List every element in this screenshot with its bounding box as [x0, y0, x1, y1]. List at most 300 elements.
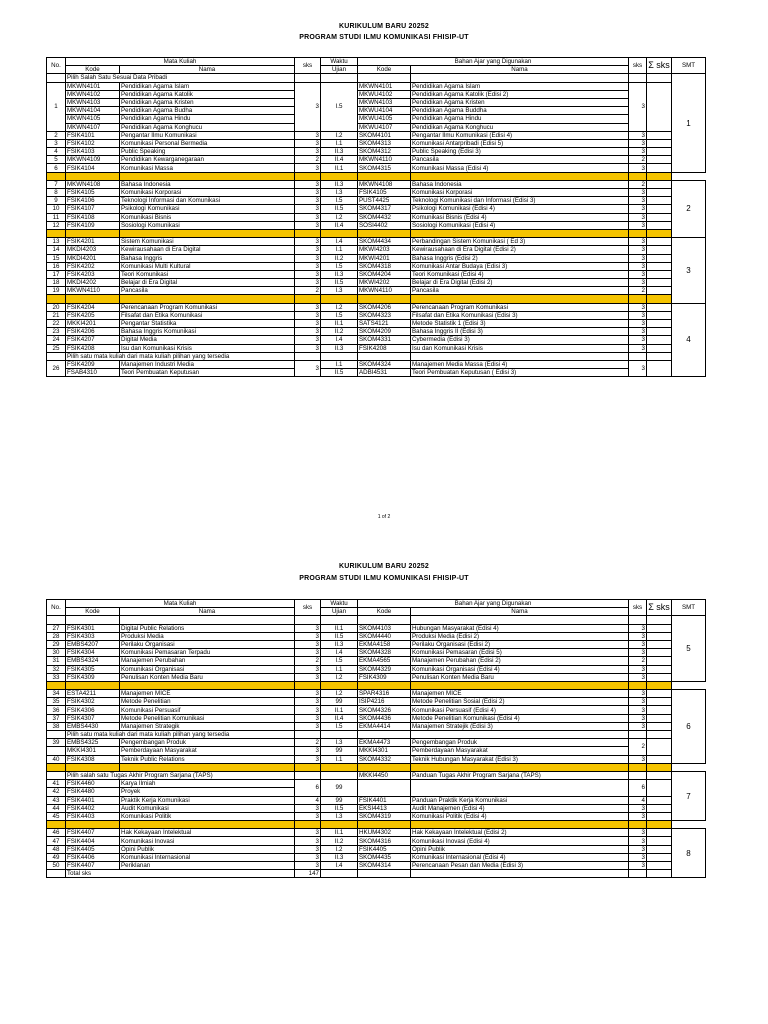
- row-no: 35: [47, 698, 66, 706]
- exam-time: I.1: [321, 360, 358, 368]
- exam-time: I.5: [321, 311, 358, 319]
- blank-cell: [295, 352, 321, 360]
- table-row: [47, 853, 706, 861]
- blank-cell: [647, 731, 672, 739]
- material-code: SKOM4315: [358, 164, 411, 172]
- material-code: SKOM4206: [358, 303, 411, 311]
- col-bahan-ajar: Bahan Ajar yang Digunakan: [358, 58, 629, 66]
- material-sks: 3: [629, 722, 647, 730]
- separator-cell: [295, 295, 321, 303]
- page-number: 1 of 2: [377, 514, 391, 520]
- course-sks: 3: [295, 164, 321, 172]
- course-name: Public Speaking: [120, 148, 295, 156]
- semester-separator: [47, 763, 706, 771]
- material-sks: 3: [629, 221, 647, 229]
- table-row: [47, 180, 706, 188]
- course-code: ESTA4211: [66, 690, 120, 698]
- material-code: SKOM4332: [358, 755, 411, 763]
- row-no: [47, 731, 66, 739]
- material-name: Perilaku Organisasi (Edisi 2): [411, 640, 629, 648]
- exam-time: 99: [321, 747, 358, 755]
- table-row: [47, 287, 706, 295]
- course-sks: 3: [295, 279, 321, 287]
- exam-time: I.2: [321, 213, 358, 221]
- table-row: [47, 131, 706, 139]
- course-name: Teori Pembuatan Keputusan: [120, 369, 295, 377]
- blank-cell: [647, 771, 672, 779]
- sigma-sks-cell: [647, 328, 672, 336]
- separator-cell: [295, 681, 321, 689]
- course-name: Penulisan Konten Media Baru: [120, 673, 295, 681]
- material-name: Produksi Media (Edisi 2): [411, 632, 629, 640]
- material-name: Manajemen Perubahan (Edisi 2): [411, 657, 629, 665]
- material-name: Teknologi Komunikasi dan Informasi (Edisi 3): [411, 197, 629, 205]
- separator-cell: [47, 295, 66, 303]
- course-sks: 3: [295, 665, 321, 673]
- separator-cell: [120, 172, 295, 180]
- exam-time: I.5: [321, 82, 358, 131]
- course-code: MKWN4102: [66, 90, 120, 98]
- exam-time: I.3: [321, 287, 358, 295]
- course-sks: 3: [295, 360, 321, 376]
- material-code: SKOM4436: [358, 714, 411, 722]
- course-sks: 3: [295, 624, 321, 632]
- exam-time: II.2: [321, 837, 358, 845]
- exam-time: 99: [321, 698, 358, 706]
- material-code: MKWN4101: [358, 82, 411, 90]
- course-sks: 3: [295, 640, 321, 648]
- course-name: Manajemen Perubahan: [120, 657, 295, 665]
- material-code: SKOM4435: [358, 853, 411, 861]
- material-name: Manajemen MICE: [411, 690, 629, 698]
- curriculum-table-page-1: [46, 57, 706, 377]
- material-code: SKOM4319: [358, 812, 411, 820]
- course-code: FSIK4303: [66, 632, 120, 640]
- separator-cell: [66, 681, 120, 689]
- col-bahan-kode: Kode: [358, 66, 411, 74]
- col-sigma-sks: Σ sks: [647, 600, 672, 616]
- table-row: [47, 739, 706, 747]
- table-row: [47, 123, 706, 131]
- course-code: MKWN4109: [66, 156, 120, 164]
- row-no: 14: [47, 246, 66, 254]
- table-row: [47, 706, 706, 714]
- separator-cell: [411, 295, 629, 303]
- material-code: EKMA4565: [358, 657, 411, 665]
- material-sks: 3: [629, 755, 647, 763]
- row-no: 22: [47, 320, 66, 328]
- material-code: SKOM4329: [358, 665, 411, 673]
- course-name: Pendidikan Agama Konghucu: [120, 123, 295, 131]
- separator-cell: [295, 821, 321, 829]
- col-kode: Kode: [66, 66, 120, 74]
- material-code: MKWU4107: [358, 123, 411, 131]
- course-code: FSIK4405: [66, 845, 120, 853]
- sigma-sks-cell: [647, 344, 672, 352]
- course-sks: 2: [295, 287, 321, 295]
- material-name: Belajar di Era Digital (Edisi 2): [411, 279, 629, 287]
- blank-cell: [647, 352, 672, 360]
- course-code: MKWN4104: [66, 107, 120, 115]
- table-row: [47, 616, 706, 624]
- col-bahan-nama: Nama: [411, 66, 629, 74]
- exam-time: II.4: [321, 156, 358, 164]
- material-sks: 3: [629, 246, 647, 254]
- material-sks: 3: [629, 706, 647, 714]
- table-row: [47, 262, 706, 270]
- material-code: SKOM4312: [358, 148, 411, 156]
- exam-time: I.5: [321, 197, 358, 205]
- sigma-sks-cell: [647, 837, 672, 845]
- material-name: Pendidikan Agama Buddha: [411, 107, 629, 115]
- course-code: FSIK4101: [66, 131, 120, 139]
- row-no: 11: [47, 213, 66, 221]
- table-row: [47, 731, 706, 739]
- separator-cell: [629, 229, 647, 237]
- material-name: Pancasila: [411, 156, 629, 164]
- course-name: Komunikasi Personal Bermedia: [120, 139, 295, 147]
- material-code: EKMA4414: [358, 722, 411, 730]
- row-no: 49: [47, 853, 66, 861]
- material-name: Komunikasi Massa (Edisi 4): [411, 164, 629, 172]
- col-mata-kuliah: Mata Kuliah: [66, 58, 295, 66]
- table-row: [47, 673, 706, 681]
- sigma-sks-cell: [647, 624, 672, 632]
- separator-cell: [321, 172, 358, 180]
- table-row: [47, 107, 706, 115]
- course-sks: 3: [295, 829, 321, 837]
- table-row: [47, 320, 706, 328]
- material-sks: 3: [629, 197, 647, 205]
- course-name: Pendidikan Agama Islam: [120, 82, 295, 90]
- row-no: 17: [47, 270, 66, 278]
- sigma-sks-cell: [647, 698, 672, 706]
- course-code: FSIK4301: [66, 624, 120, 632]
- course-name: Komunikasi Korporasi: [120, 189, 295, 197]
- course-sks: 3: [295, 812, 321, 820]
- sigma-sks-cell: [647, 780, 672, 796]
- course-code: MKWN4110: [66, 287, 120, 295]
- course-code: FSIK4401: [66, 796, 120, 804]
- sigma-sks-cell: [647, 270, 672, 278]
- table-row: [47, 632, 706, 640]
- course-code: FSIK4102: [66, 139, 120, 147]
- separator-cell: [295, 763, 321, 771]
- sigma-sks-cell: [647, 311, 672, 319]
- material-name: Panduan Praktik Kerja Komunikasi: [411, 796, 629, 804]
- course-code: MKWN4103: [66, 98, 120, 106]
- course-sks: 4: [295, 796, 321, 804]
- sigma-sks-cell: [647, 279, 672, 287]
- separator-cell: [321, 681, 358, 689]
- blank-cell: [411, 870, 629, 878]
- row-no: 45: [47, 812, 66, 820]
- course-sks: 3: [295, 862, 321, 870]
- course-code: FSIK4201: [66, 238, 120, 246]
- semester-label: 8: [672, 829, 706, 878]
- material-code: FSIK4309: [358, 673, 411, 681]
- material-code: FSIK4208: [358, 344, 411, 352]
- exam-time: II.3: [321, 640, 358, 648]
- course-code: FSIK4302: [66, 698, 120, 706]
- course-name: Sosiologi Komunikasi: [120, 221, 295, 229]
- total-sks-label: Total sks: [66, 870, 295, 878]
- row-no: 46: [47, 829, 66, 837]
- course-name: Komunikasi Politik: [120, 812, 295, 820]
- row-no: 19: [47, 287, 66, 295]
- document-title: KURIKULUM BARU 20252: [339, 23, 429, 30]
- material-code: SATS4121: [358, 320, 411, 328]
- material-code: MKWI4203: [358, 246, 411, 254]
- material-name: Pemberdayaan Masyarakat: [411, 747, 629, 755]
- row-no: [47, 74, 66, 82]
- separator-cell: [47, 763, 66, 771]
- course-name: Pendidikan Agama Hindu: [120, 115, 295, 123]
- exam-time: I.5: [321, 262, 358, 270]
- note-pilih-taps: Pilih salah satu Tugas Akhir Program Sarjana (TAPS): [66, 771, 295, 779]
- blank-cell: [358, 74, 411, 82]
- course-code: FSIK4205: [66, 311, 120, 319]
- table-row: [47, 311, 706, 319]
- course-sks: 3: [295, 755, 321, 763]
- row-no: 44: [47, 804, 66, 812]
- course-sks: 3: [295, 246, 321, 254]
- material-name: Metode Penelitian Sosial (Edisi 2): [411, 698, 629, 706]
- material-sks: 3: [629, 164, 647, 172]
- material-code: SKOM4326: [358, 706, 411, 714]
- separator-cell: [647, 681, 672, 689]
- row-no: 16: [47, 262, 66, 270]
- sigma-sks-cell: [647, 164, 672, 172]
- table-row: [47, 148, 706, 156]
- course-code: FSIK4208: [66, 344, 120, 352]
- sigma-sks-cell: [647, 812, 672, 820]
- material-name: Pendidikan Agama Hindu: [411, 115, 629, 123]
- course-sks: 3: [295, 804, 321, 812]
- table-row: [47, 352, 706, 360]
- exam-time: I.5: [321, 722, 358, 730]
- table-row: [47, 845, 706, 853]
- material-code: SKOM4313: [358, 139, 411, 147]
- course-code: FSIK4407: [66, 829, 120, 837]
- row-no: [47, 771, 66, 779]
- row-no: 25: [47, 344, 66, 352]
- course-sks: 2: [295, 156, 321, 164]
- exam-time: I.2: [321, 131, 358, 139]
- course-code: MKWN4108: [66, 180, 120, 188]
- material-sks: 3: [629, 714, 647, 722]
- exam-time: I.2: [321, 303, 358, 311]
- material-sks: 3: [629, 804, 647, 812]
- blank-cell: [321, 74, 358, 82]
- material-sks: 3: [629, 665, 647, 673]
- row-no: [47, 352, 66, 360]
- course-sks: 3: [295, 690, 321, 698]
- material-name: Teori Pembuatan Keputusan ( Edisi 3): [411, 369, 629, 377]
- exam-time: I.2: [321, 673, 358, 681]
- material-name: Pengembangan Produk: [411, 739, 629, 747]
- sigma-sks-cell: [647, 845, 672, 853]
- material-sks: 3: [629, 862, 647, 870]
- course-name: Proyek: [120, 788, 295, 796]
- course-name: Pengantar Statistika: [120, 320, 295, 328]
- row-no: 9: [47, 197, 66, 205]
- course-code: MKKI4301: [66, 747, 120, 755]
- col-smt: SMT: [672, 58, 706, 74]
- table-row: [47, 336, 706, 344]
- row-no: 1: [47, 82, 66, 131]
- semester-label: 4: [672, 303, 706, 377]
- material-name: Bahasa Inggris (Edisi 2): [411, 254, 629, 262]
- blank-cell: [321, 352, 358, 360]
- separator-cell: [47, 229, 66, 237]
- course-sks: 3: [295, 853, 321, 861]
- blank-cell: [295, 771, 321, 779]
- exam-time: I.1: [321, 139, 358, 147]
- separator-cell: [66, 295, 120, 303]
- course-code: FSIK4406: [66, 853, 120, 861]
- course-sks: 3: [295, 649, 321, 657]
- table-row: [47, 780, 706, 788]
- row-no: 48: [47, 845, 66, 853]
- blank-cell: [629, 771, 647, 779]
- row-no: 40: [47, 755, 66, 763]
- material-name: Pendidikan Agama Konghucu: [411, 123, 629, 131]
- material-code: FSIK4105: [358, 189, 411, 197]
- course-sks: 3: [295, 845, 321, 853]
- table-row: [47, 344, 706, 352]
- material-name: Audit Manajemen (Edisi 4): [411, 804, 629, 812]
- course-name: Metode Penelitian Komunikasi: [120, 714, 295, 722]
- exam-time: II.3: [321, 270, 358, 278]
- course-name: Digital Public Relations: [120, 624, 295, 632]
- course-name: Kewirausahaan di Era Digital: [120, 246, 295, 254]
- sigma-sks-cell: [647, 320, 672, 328]
- course-sks: 3: [295, 82, 321, 131]
- course-code: EMBS4324: [66, 657, 120, 665]
- table-row: [47, 238, 706, 246]
- exam-time: II.5: [321, 369, 358, 377]
- separator-cell: [120, 295, 295, 303]
- course-code: FSAB4310: [66, 369, 120, 377]
- course-sks: 2: [295, 657, 321, 665]
- col-sks: sks: [295, 58, 321, 74]
- material-name: Perencanaan Program Komunikasi: [411, 303, 629, 311]
- table-row: [47, 698, 706, 706]
- material-code: SKOM4328: [358, 649, 411, 657]
- document-title-2: KURIKULUM BARU 20252: [339, 563, 429, 570]
- exam-time: II.1: [321, 320, 358, 328]
- blank-cell: [411, 74, 629, 82]
- row-no: 23: [47, 328, 66, 336]
- material-name: Kewirausahaan di Era Digital (Edisi 2): [411, 246, 629, 254]
- separator-cell: [629, 681, 647, 689]
- exam-time: I.4: [321, 238, 358, 246]
- course-code: FSIK4403: [66, 812, 120, 820]
- col-bahan-kode: Kode: [358, 608, 411, 616]
- course-code: FSIK4209: [66, 360, 120, 368]
- course-name: Hak Kekayaan Intelektual: [120, 829, 295, 837]
- exam-time: II.1: [321, 624, 358, 632]
- separator-cell: [647, 821, 672, 829]
- table-row: [47, 246, 706, 254]
- row-no: 29: [47, 640, 66, 648]
- exam-time: II.1: [321, 706, 358, 714]
- material-code: MKWU4105: [358, 115, 411, 123]
- table-row: [47, 837, 706, 845]
- course-code: FSIK4306: [66, 706, 120, 714]
- col-ujian: Ujian: [321, 66, 358, 74]
- separator-cell: [321, 229, 358, 237]
- material-sks: 3: [629, 812, 647, 820]
- exam-time: 99: [321, 780, 358, 796]
- sigma-sks-cell: [647, 690, 672, 698]
- table-row: [47, 640, 706, 648]
- separator-cell: [66, 821, 120, 829]
- course-code: FSIK4106: [66, 197, 120, 205]
- course-name: Komunikasi Inovasi: [120, 837, 295, 845]
- material-name: Bahasa Inggris II (Edisi 3): [411, 328, 629, 336]
- material-code: MKWI4201: [358, 254, 411, 262]
- sigma-sks-cell: [647, 180, 672, 188]
- course-sks: 3: [295, 262, 321, 270]
- exam-time: I.2: [321, 845, 358, 853]
- separator-cell: [358, 681, 411, 689]
- exam-time: II.3: [321, 853, 358, 861]
- material-name: Panduan Tugas Akhir Program Sarjana (TAPS): [411, 771, 629, 779]
- material-code: HKUM4302: [358, 829, 411, 837]
- row-no: 26: [47, 360, 66, 376]
- table-row: [47, 690, 706, 698]
- sigma-sks-cell: [647, 829, 672, 837]
- course-code: EMBS4207: [66, 640, 120, 648]
- table-row: [47, 829, 706, 837]
- total-sks-value: 147: [295, 870, 321, 878]
- material-code: MKKI4450: [358, 771, 411, 779]
- table-row: [47, 812, 706, 820]
- separator-cell: [629, 172, 647, 180]
- row-no: 18: [47, 279, 66, 287]
- blank-cell: [295, 731, 321, 739]
- row-no: 38: [47, 722, 66, 730]
- material-sks: 3: [629, 311, 647, 319]
- course-code: MKDI4203: [66, 246, 120, 254]
- course-name: Belajar di Era Digital: [120, 279, 295, 287]
- table-row: [47, 796, 706, 804]
- material-sks: 3: [629, 254, 647, 262]
- course-code: MKWN4107: [66, 123, 120, 131]
- exam-time: I.2: [321, 690, 358, 698]
- course-code: FSIK4407: [66, 862, 120, 870]
- course-code: FSIK4460: [66, 780, 120, 788]
- course-name: Komunikasi Pemasaran Terpadu: [120, 649, 295, 657]
- material-sks: 3: [629, 336, 647, 344]
- row-no: 24: [47, 336, 66, 344]
- material-sks: 3: [629, 270, 647, 278]
- course-name: Sistem Komunikasi: [120, 238, 295, 246]
- col-nama: Nama: [120, 66, 295, 74]
- course-sks: 3: [295, 336, 321, 344]
- material-code: SKOM4324: [358, 360, 411, 368]
- blank-cell: [647, 870, 672, 878]
- blank-cell: [647, 74, 672, 82]
- blank-cell: [411, 731, 629, 739]
- course-sks: 3: [295, 303, 321, 311]
- material-code: SKOM4331: [358, 336, 411, 344]
- separator-cell: [411, 172, 629, 180]
- course-sks: 3: [295, 131, 321, 139]
- sigma-sks-cell: [647, 657, 672, 665]
